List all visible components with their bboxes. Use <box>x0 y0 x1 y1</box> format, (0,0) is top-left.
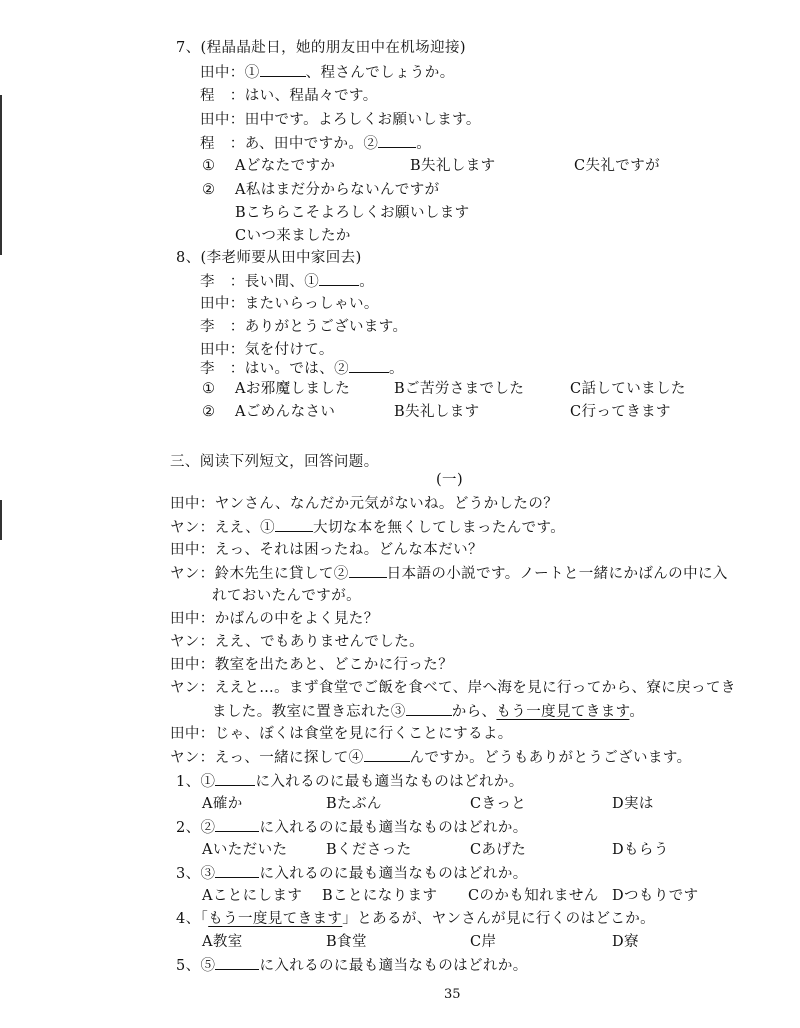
line-text: 。 <box>389 361 404 377</box>
scan-edge-mark <box>0 500 2 540</box>
line-text: ヤンさん、なんだか元気がないね。どうかしたの？ <box>214 496 559 512</box>
answer-blank[interactable] <box>349 358 389 373</box>
question-lead: ② <box>200 820 216 836</box>
dialogue-line <box>170 678 736 698</box>
speaker: 田中： <box>200 65 245 81</box>
question-number: 5、 <box>176 958 201 974</box>
question-2 <box>176 817 528 838</box>
dialogue-line <box>170 609 379 629</box>
speaker: 程 ： <box>200 88 245 104</box>
q8-line-4 <box>200 340 334 360</box>
option-a[interactable]: Aことにします <box>202 888 303 904</box>
dialogue-line <box>170 632 424 652</box>
question-lead: ① <box>200 774 216 790</box>
option-c[interactable]: C岸 <box>470 934 497 950</box>
question-1 <box>176 771 524 792</box>
option-b[interactable]: B失礼します <box>394 404 480 420</box>
question-lead: ⑤ <box>200 958 216 974</box>
option-c[interactable]: Cきっと <box>470 796 527 812</box>
answer-blank[interactable] <box>378 133 416 148</box>
line-text: じゃ、ぼくは食堂を見に行くことにするよ。 <box>214 726 513 742</box>
line-text: 田中です。よろしくお願いします。 <box>244 112 481 128</box>
question-3 <box>176 863 528 884</box>
dialogue-line <box>212 701 644 722</box>
answer-blank[interactable] <box>364 747 410 762</box>
line-text: ええと…。まず食堂でご飯を食べて、岸へ海を見に行ってから、寮に戻ってき <box>214 680 736 696</box>
question-text: に入れるのに最も適当なものはどれか。 <box>255 774 524 790</box>
question-text: に入れるのに最も適当なものはどれか。 <box>259 958 528 974</box>
question-lead: ③ <box>200 866 216 882</box>
dialogue-line <box>170 517 565 538</box>
line-text: 鈴木先生に貸して② <box>214 566 349 582</box>
option-b[interactable]: Bご苦労さまでした <box>394 381 525 397</box>
option-b[interactable]: Bこちらこそよろしくお願いします <box>235 205 470 221</box>
line-text: 大切な本を無くしてしまったんです。 <box>313 520 566 536</box>
speaker: 田中： <box>170 542 215 558</box>
option-number: ① <box>202 158 216 174</box>
speaker: 田中： <box>170 496 215 512</box>
dialogue-line <box>170 494 558 514</box>
option-number: ② <box>202 182 216 198</box>
answer-blank[interactable] <box>275 517 313 532</box>
line-text: またいらっしゃい。 <box>244 296 379 312</box>
question-4 <box>176 909 655 929</box>
line-text: から、 <box>451 704 497 720</box>
option-c[interactable]: C話していました <box>570 381 686 397</box>
line-text: 教室を出たあと、どこかに行った？ <box>214 657 454 673</box>
speaker: 李 ： <box>200 274 245 290</box>
speaker: 李 ： <box>200 319 245 335</box>
line-text: んですか。どうもありがとうございます。 <box>409 750 692 766</box>
speaker: 田中： <box>200 296 245 312</box>
line-text: あ、田中ですか。② <box>244 136 379 152</box>
option-a[interactable]: Aいただいた <box>202 842 288 858</box>
dialogue-line <box>170 724 513 744</box>
line-text: 気を付けて。 <box>244 342 334 358</box>
line-text: えっ、一緒に探して④ <box>214 750 364 766</box>
speaker: ヤン： <box>170 680 215 696</box>
line-text: 。 <box>359 274 375 290</box>
option-b[interactable]: Bくださった <box>326 842 412 858</box>
option-c[interactable]: Cのかも知れません <box>468 888 599 904</box>
q7-header: 7、(程晶晶赴日，她的朋友田中在机场迎接) <box>176 40 466 56</box>
q8-line-1 <box>200 271 374 292</box>
answer-blank[interactable] <box>215 863 259 878</box>
answer-blank[interactable] <box>349 563 387 578</box>
speaker: 田中： <box>170 726 215 742</box>
dialogue-line <box>212 586 361 606</box>
line-text: れておいたんですが。 <box>212 588 361 604</box>
speaker: 田中： <box>170 657 215 673</box>
scan-edge-mark <box>0 95 2 255</box>
page-number: 35 <box>444 987 461 1002</box>
q8-line-5 <box>200 358 404 379</box>
dialogue-line <box>170 747 692 768</box>
question-number: 2、 <box>176 820 201 836</box>
line-text: はい。では、② <box>244 361 350 377</box>
option-a[interactable]: A私はまだ分からないんですが <box>235 182 440 198</box>
question-number: 3、 <box>176 866 201 882</box>
q8-line-2 <box>200 294 379 314</box>
line-text: ええ、① <box>214 520 276 536</box>
quote-mark: 「 <box>200 911 209 927</box>
option-d[interactable]: D寮 <box>612 934 639 950</box>
speaker: 程 ： <box>200 136 245 152</box>
option-d[interactable]: Dつもりです <box>612 888 699 904</box>
underlined-phrase: もう一度見てきます <box>496 704 630 720</box>
line-text: ありがとうございます。 <box>244 319 408 335</box>
answer-blank[interactable] <box>406 701 452 716</box>
q8-line-3 <box>200 317 407 337</box>
question-number: 1、 <box>176 774 201 790</box>
speaker: ヤン： <box>170 634 215 650</box>
section-subtitle: (一) <box>436 472 464 488</box>
option-number: ① <box>202 381 216 397</box>
speaker: ヤン： <box>170 566 215 582</box>
q7-line-1 <box>200 62 455 83</box>
option-b[interactable]: B失礼します <box>410 158 496 174</box>
question-text: に入れるのに最も適当なものはどれか。 <box>259 866 528 882</box>
dialogue-line <box>170 655 453 675</box>
speaker: 田中： <box>170 611 215 627</box>
line-text: 。 <box>629 704 645 720</box>
line-text: 日本語の小説です。ノートと一緒にかばんの中に入 <box>386 566 728 582</box>
question-5 <box>176 955 528 976</box>
line-text: はい、程晶々です。 <box>244 88 378 104</box>
speaker: 田中： <box>200 342 245 358</box>
line-text: ① <box>244 65 260 81</box>
speaker: 李 ： <box>200 361 245 377</box>
line-text: ええ、でもありませんでした。 <box>214 634 425 650</box>
question-number: 4、 <box>176 911 201 927</box>
option-c[interactable]: Cあげた <box>470 842 527 858</box>
option-number: ② <box>202 404 216 420</box>
question-text: とあるが、ヤンさんが見に行くのはどこか。 <box>357 911 656 927</box>
option-a[interactable]: A確か <box>202 796 243 812</box>
quoted-phrase: もう一度見てきます <box>208 911 343 927</box>
q8-header: 8、(李老师要从田中家回去) <box>176 250 362 266</box>
line-text: ました。教室に置き忘れた③ <box>212 704 406 720</box>
line-text: かばんの中をよく見た？ <box>214 611 379 627</box>
option-a[interactable]: Aお邪魔しました <box>235 381 351 397</box>
dialogue-line <box>170 563 728 584</box>
option-a[interactable]: Aどなたですか <box>235 158 336 174</box>
answer-blank[interactable] <box>319 271 359 286</box>
option-b[interactable]: B食堂 <box>326 934 367 950</box>
q7-line-2 <box>200 86 378 106</box>
speaker: 田中： <box>200 112 245 128</box>
line-text: えっ、それは困ったね。どんな本だい？ <box>214 542 483 558</box>
option-a[interactable]: A教室 <box>202 934 243 950</box>
option-d[interactable]: D実は <box>612 796 654 812</box>
dialogue-line <box>170 540 483 560</box>
answer-blank[interactable] <box>215 955 259 970</box>
line-text: 。 <box>416 136 432 152</box>
question-text: に入れるのに最も適当なものはどれか。 <box>259 820 528 836</box>
speaker: ヤン： <box>170 750 215 766</box>
answer-blank[interactable] <box>215 771 255 786</box>
option-b[interactable]: Bことになります <box>322 888 438 904</box>
option-a[interactable]: Aごめんなさい <box>235 404 336 420</box>
answer-blank[interactable] <box>215 817 259 832</box>
option-b[interactable]: Bたぶん <box>326 796 382 812</box>
line-text: 、程さんでしょうか。 <box>305 65 455 81</box>
option-c[interactable]: Cいつ来ましたか <box>235 228 351 244</box>
line-text: 長い間、① <box>244 274 320 290</box>
option-c[interactable]: C失礼ですが <box>574 158 660 174</box>
answer-blank[interactable] <box>260 62 306 77</box>
q7-line-3 <box>200 110 481 130</box>
speaker: ヤン： <box>170 520 215 536</box>
section-title: 三、阅读下列短文，回答问题。 <box>170 454 379 470</box>
q7-options-2 <box>202 180 215 200</box>
q7-line-4 <box>200 133 431 154</box>
quote-mark: 」 <box>342 911 358 927</box>
option-c[interactable]: C行ってきます <box>570 404 671 420</box>
option-d[interactable]: Dもらう <box>612 842 669 858</box>
